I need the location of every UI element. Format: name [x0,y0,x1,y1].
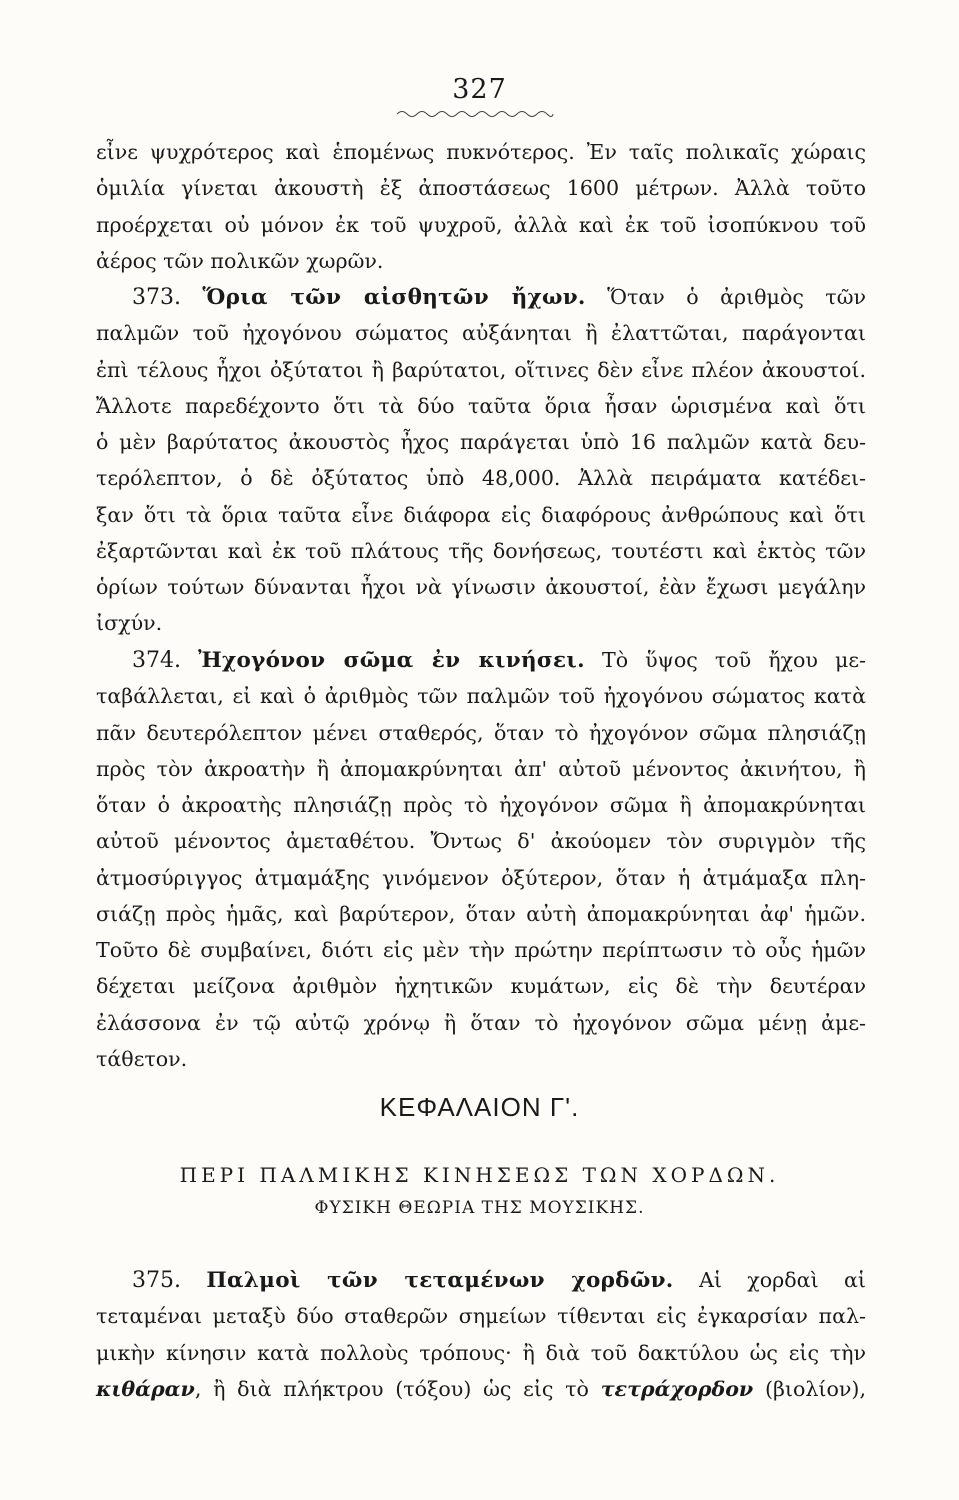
section-heading: Παλμοὶ τῶν τεταμένων χορδῶν. [206,1268,674,1293]
text-line: ὁ μὲν βαρύτατος ἀκουστὸς ἦχος παράγεται ὑπὸ 16 παλμῶν κατὰ δευ- [96,430,866,454]
text-fragment: (βιολίον), [764,1376,866,1401]
text-line: αὐτοῦ μένοντος ἀμεταθέτου. Ὄντως δ' ἀκούομεν τὸν συριγμὸν τῆς [96,829,866,854]
text-line: ταβάλλεται, εἰ καὶ ὁ ἀριθμὸς τῶν παλμῶν τοῦ ἠχογόνου σώματος κατὰ [96,684,866,709]
section-number: 373. [132,285,181,310]
italic-term: κιθάραν [96,1376,195,1401]
section-375-line-4 [96,1371,866,1407]
italic-term: τετράχορδον [600,1376,754,1401]
text-line: ὁρίων τούτων δύνανται ἦχοι νὰ γίνωσιν ἀκουστοί, ἐὰν ἔχωσι μεγάλην [96,575,866,599]
wavy-ornament [395,108,555,120]
text-fragment: Ὅταν ὁ ἀριθμὸς τῶν [607,285,867,309]
chapter-subtitle: ΠΕΡΙ ΠΑΛΜΙΚΗΣ ΚΙΝΗΣΕΩΣ ΤΩΝ ΧΟΡΔΩΝ. [179,1163,780,1187]
text-line: πρὸς τὸν ἀκροατὴν ἢ ἀπομακρύνηται ἀπ' αὐτοῦ μένοντος ἀκινήτου, ἢ [96,756,866,781]
text-line: δέχεται μείζονα ἀριθμὸν ἠχητικῶν κυμάτων, εἰς δὲ τὴν δευτέραν [96,974,866,999]
text-line: ἐξαρτῶνται καὶ ἐκ τοῦ πλάτους τῆς δονήσεως, τουτέστι καὶ ἐκτὸς τῶν [96,538,866,563]
text-line: ὅταν ὁ ἀκροατὴς πλησιάζῃ πρὸς τὸ ἠχογόνον σῶμα ἢ ἀπομακρύνηται [96,793,866,817]
section-375-first-line [96,1262,866,1298]
page-number: 327 [452,74,507,105]
text-line: ἐλάσσονα ἐν τῷ αὐτῷ χρόνῳ ἢ ὅταν τὸ ἠχογόνον σῶμα μένῃ ἀμε- [96,1010,866,1035]
text-line: ἰσχύν. [96,611,163,636]
section-373-first-line [96,279,866,315]
text-line: Τοῦτο δὲ συμβαίνει, διότι εἰς μὲν τὴν πρώτην περίπτωσιν τὸ οὖς ἡμῶν [96,938,866,962]
text-line: ὁμιλία γίνεται ἀκουστὴ ἐξ ἀποστάσεως 1600 μέτρων. Ἀλλὰ τοῦτο [96,176,866,201]
text-line: εἶνε ψυχρότερος καὶ ἑπομένως πυκνότερος. Ἐν ταῖς πολικαῖς χώραις [96,140,866,164]
text-line: ἀέρος τῶν πολικῶν χωρῶν. [96,248,384,273]
text-line: τερόλεπτον, ὁ δὲ ὀξύτατος ὑπὸ 48,000. Ἀλλὰ πειράματα κατέδει- [96,466,866,491]
chapter-title: ΚΕΦΑΛΑΙΟΝ Γ'. [379,1092,580,1122]
text-line: παλμῶν τοῦ ἠχογόνου σώματος αὐξάνηται ἢ ἐλαττῶται, παράγονται [96,321,866,346]
paragraph-continuation [96,134,866,279]
text-line: τάθετον. [96,1046,188,1071]
section-heading: Ὅρια τῶν αἰσθητῶν ἤχων. [202,285,586,310]
section-374-first-line [96,642,866,678]
text-fragment: Τὸ ὕψος τοῦ ἤχου με- [601,648,867,672]
section-heading: Ἠχογόνον σῶμα ἐν κινήσει. [198,648,585,673]
section-375 [96,1262,866,1407]
text-line: σιάζῃ πρὸς ἡμᾶς, καὶ βαρύτερον, ὅταν αὐτὴ ἀπομακρύνηται ἀφ' ἡμῶν. [96,901,866,926]
section-number: 375. [132,1268,181,1293]
text-line: μικὴν κίνησιν κατὰ πολλοὺς τρόπους· ἢ διὰ τοῦ δακτύλου ὡς εἰς τὴν [96,1340,866,1365]
text-line: ξαν ὅτι τὰ ὅρια ταῦτα εἶνε διάφορα εἰς διαφόρους ἀνθρώπους καὶ ὅτι [96,502,866,527]
section-number: 374. [132,648,181,673]
text-fragment: Αἱ χορδαὶ αἱ [698,1268,866,1292]
text-line: Ἄλλοτε παρεδέχοντο ὅτι τὰ δύο ταῦτα ὅρια ἦσαν ὡρισμένα καὶ ὅτι [96,393,866,418]
chapter-subtitle-secondary: ΦΥΣΙΚΗ ΘΕΩΡΙΑ ΤΗΣ ΜΟΥΣΙΚΗΣ. [314,1198,645,1218]
text-line: ἐπὶ τέλους ἦχοι ὀξύτατοι ἢ βαρύτατοι, οἵτινες δὲν εἶνε πλέον ἀκουστοί. [96,357,866,382]
text-line: ἀτμοσύριγγος ἁτμαμάξης γινόμενον ὀξύτερον, ὅταν ἡ ἁτμάμαξα πλη- [96,865,866,890]
section-374 [96,642,866,1077]
text-line: προέρχεται οὐ μόνον ἐκ τοῦ ψυχροῦ, ἀλλὰ καὶ ἐκ τοῦ ἰσοπύκνου τοῦ [96,212,866,237]
text-line: τεταμέναι μεταξὺ δύο σταθερῶν σημείων τίθενται εἰς ἐγκαρσίαν παλ- [96,1304,866,1329]
text-line: πᾶν δευτερόλεπτον μένει σταθερός, ὅταν τὸ ἠχογόνον σῶμα πλησιάζῃ [96,720,866,745]
text-fragment: , ἢ διὰ πλήκτρου (τόξου) ὡς εἰς τὸ [194,1376,589,1401]
section-373 [96,279,866,642]
